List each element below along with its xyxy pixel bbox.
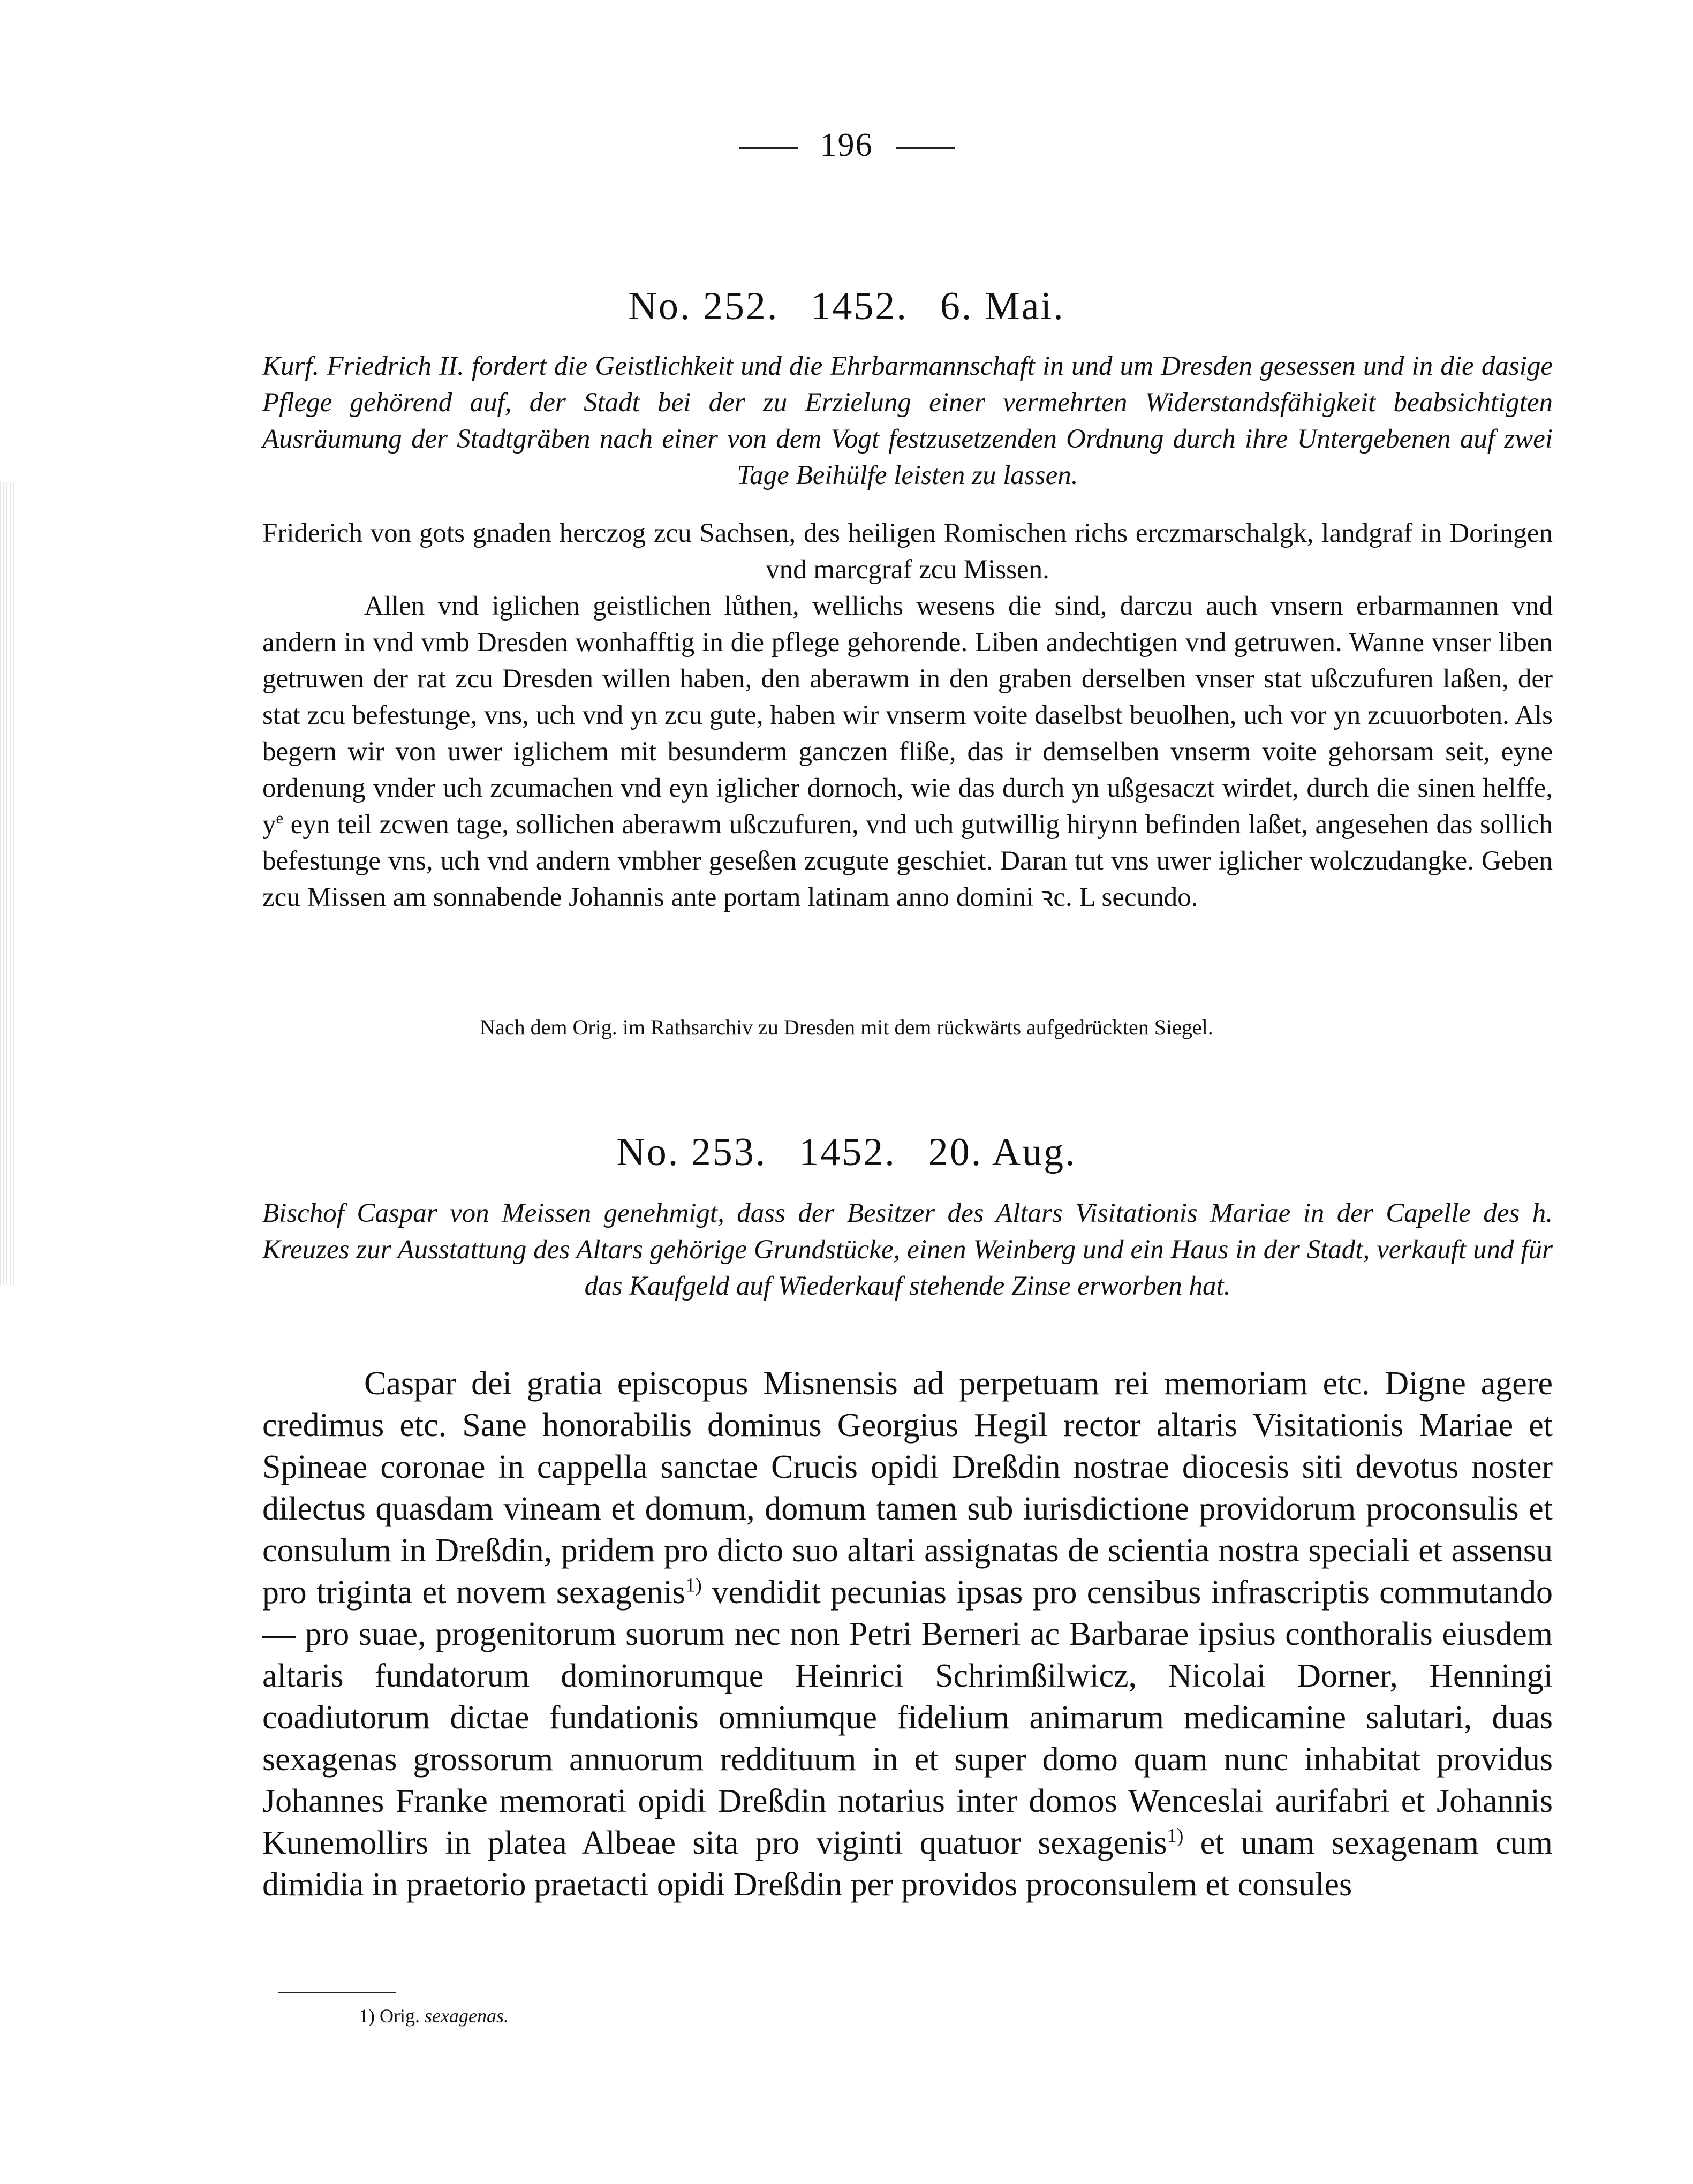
page-number-rule-left [739,147,798,149]
doc-253-number: No. 253. [616,1130,767,1174]
footnote-rule [278,1992,396,1993]
doc-253-regest: Bischof Caspar von Meissen genehmigt, dass der Besitzer des Altars Visitationis Mariae in der Capelle des h. Kreuzes zur Ausstattung des Altars gehörige Grundstücke, einen Weinberg und ein Haus in der Stadt, verkauft und für das Kaufgeld auf Wiederkauf stehende Zinse erworben hat. [262,1198,1553,1301]
doc-253-text-part-b: vendidit pecunias ipsas pro censibus infrascriptis commutando — pro suae, progenitorum suorum nec non Petri Berneri ac Barbarae ipsius conthoralis eiusdem altaris fundatorum dominorumque Heinrici Schrimßilwicz, Nicolai Dorner, Henningi coadiutorum dictae fundationis omniumque fidelium animarum medicamine salutari, duas sexagenas grossorum annuorum reddituum in et super domo quam nunc inhabitat providus Johannes Franke memorati opidi Dreßdin notarius inter domos Wenceslai aurifabri et Johannis Kunemollirs in platea Albeae sita pro viginti quatuor sexagenis [262,1574,1553,1861]
doc-252-text [262,588,1553,916]
footnote-text: Orig. [380,2005,420,2027]
doc-253-date: 20. Aug. [928,1130,1077,1174]
doc-253-footnote-mark-1: 1) [685,1574,702,1597]
doc-252-body [262,515,1553,916]
doc-252-title-line: Friderich von gots gnaden herczog zcu Sachsen, des heiligen Romischen richs erczmarschalgk, landgraf in Doringen vnd marcgraf zcu Missen. [262,518,1553,585]
doc-252-year: 1452. [811,284,908,328]
doc-253-footnote-mark-2: 1) [1167,1825,1184,1847]
footnote [359,2005,509,2027]
doc-252-text-part-b: eyn teil zcwen tage, sollichen aberawm ußczufuren, vnd uch gutwillig hirynn befinden laßet, angesehen das sollich befestunge vns, uch vnd andern vmbher geseßen zcugute geschiet. Daran tut vns uwer iglicher wolczudangke. Geben zcu Missen am sonnabende Johannis ante portam latinam anno domini ꝛc. L secundo. [262,810,1553,912]
doc-252-number: No. 252. [628,284,779,328]
doc-252-date: 6. Mai. [940,284,1065,328]
doc-253-year: 1452. [799,1130,896,1174]
page-number-rule-right [896,147,955,149]
doc-253-text-part-c: et unam sexagenam cum dimidia in praetorio praetacti opidi Dreßdin per providos proconsulem et consules [262,1825,1553,1903]
doc-253-text [262,1363,1553,1906]
footnote-mark: 1) [359,2005,375,2027]
doc-252-heading [0,284,1693,329]
doc-253-text-part-a: Caspar dei gratia episcopus Misnensis ad perpetuam rei memoriam etc. Digne agere credimus etc. Sane honorabilis dominus Georgius Hegil rector altaris Visitationis Mariae et Spineae coronae in cappella sanctae Crucis opidi Dreßdin nostrae diocesis siti devotus noster dilectus quasdam vineam et domum, domum tamen sub iurisdictione providorum proconsulis et consulum in Dreßdin, pridem pro dicto suo altari assignatas de scientia nostra speciali et assensu pro triginta et novem sexagenis [262,1365,1553,1611]
doc-252-regest: Kurf. Friedrich II. fordert die Geistlichkeit und die Ehrbarmannschaft in und um Dresden gesessen und in die dasige Pflege gehörend auf, der Stadt bei der zu Erzielung einer vermehrten Widerstandsfähigkeit beabsichtigten Ausräumung der Stadtgräben nach einer von dem Vogt festzusetzenden Ordnung durch ihre Untergebenen auf zwei Tage Beihülfe leisten zu lassen. [262,351,1553,490]
footnote-word: sexagenas. [425,2005,509,2027]
page-number-value: 196 [820,127,873,163]
doc-252-superscript: e [276,809,284,827]
doc-252-source-note: Nach dem Orig. im Rathsarchiv zu Dresden mit dem rückwärts aufgedrückten Siegel. [480,1015,1213,1039]
page-number [0,126,1693,164]
doc-253-heading [0,1130,1693,1175]
doc-253-body [262,1363,1553,1906]
doc-252-text-part-a: Allen vnd iglichen geistlichen lůthen, wellichs wesens die sind, darczu auch vnsern erbarmannen vnd andern in vnd vmb Dresden wonhafftig in die pflege gehorende. Liben andechtigen vnd getruwen. Wanne vnser liben getruwen der rat zcu Dresden willen haben, den aberawm in den graben derselben vnser stat ußczufuren laßen, der stat zcu befestunge, vns, uch vnd yn zcu gute, haben wir vnserm voite daselbst beuolhen, uch vor yn zcuuorboten. Als begern wir von uwer iglichem mit besunderm ganczen fliße, das ir demselben vnserm voite gehorsam seit, eyne ordenung vnder uch zcumachen vnd eyn iglicher dornoch, wie das durch yn ußgesaczt wirdet, durch die sinen helffe, y [262,591,1553,840]
